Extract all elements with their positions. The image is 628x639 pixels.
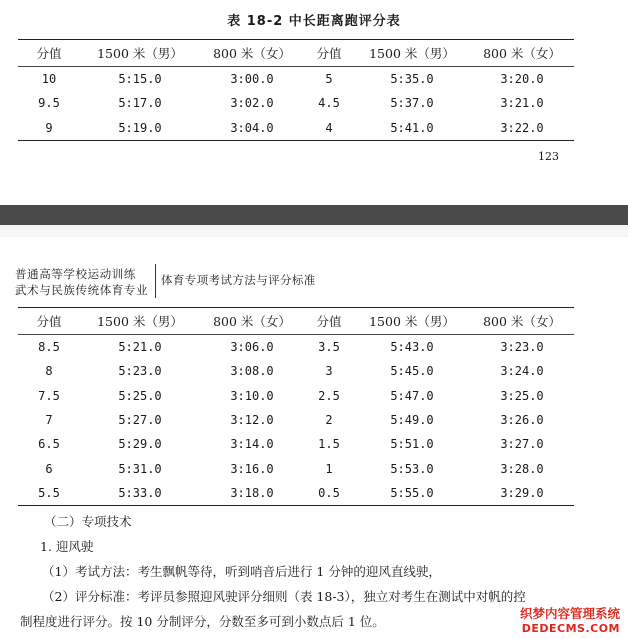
watermark-line2: DEDECMS.COM: [518, 622, 622, 635]
table-cell: 2: [325, 413, 333, 428]
table-row: [18, 91, 574, 115]
table-cell: 8.5: [38, 340, 60, 355]
table-cell: 5:55.0: [354, 481, 470, 506]
table-cell: 7.5: [38, 388, 60, 403]
table-cell: 3:14.0: [230, 437, 274, 452]
item-heading: 1. 迎风驶: [40, 539, 94, 554]
table-row: [18, 335, 574, 360]
watermark-line1: 织梦内容管理系统: [519, 606, 620, 621]
table-cell: 5:21.0: [118, 340, 162, 355]
table-row: [18, 116, 574, 141]
table-row: [18, 408, 574, 432]
header-1500m-male: 1500 米（男）: [80, 308, 200, 335]
table-cell: 3:28.0: [500, 461, 544, 476]
table-row: [18, 67, 574, 92]
table-cell: 5:37.0: [390, 96, 434, 111]
table-cell: 5.5: [18, 481, 80, 506]
table-cell: 3:29.0: [470, 481, 574, 506]
table-cell: 6.5: [38, 437, 60, 452]
table-cell: 3:08.0: [230, 364, 274, 379]
table-cell: 1: [325, 461, 333, 476]
table-cell: 5:29.0: [118, 437, 162, 452]
header-800m-female: 800 米（女）: [470, 40, 574, 67]
running-score-table-2: [18, 307, 574, 506]
table-cell: 8: [45, 364, 53, 379]
table-cell: 5:41.0: [354, 116, 470, 141]
table-cell: 3:27.0: [500, 437, 544, 452]
table-cell: 5:33.0: [80, 481, 200, 506]
watermark: [518, 604, 622, 635]
table-cell: 5:53.0: [390, 461, 434, 476]
running-header-left: [15, 266, 148, 298]
table-cell: 5:19.0: [80, 116, 200, 141]
table-cell: 5:43.0: [390, 340, 434, 355]
header-left-line1: 普通高等学校运动训练: [15, 267, 136, 281]
header-score: 分值: [304, 40, 354, 67]
table-cell: 3:02.0: [230, 96, 274, 111]
table-header-row: [18, 40, 574, 67]
table-cell: 3:21.0: [500, 96, 544, 111]
section-heading: （二）专项技术: [44, 514, 132, 529]
table-cell: 3.5: [318, 340, 340, 355]
table-cell: 3:12.0: [230, 413, 274, 428]
table-cell: 5:15.0: [118, 72, 162, 87]
table-cell: 6: [45, 461, 53, 476]
table-cell: 5:35.0: [390, 72, 434, 87]
table-cell: 3:26.0: [500, 413, 544, 428]
page-gap: [0, 225, 628, 237]
table-header-row: [18, 308, 574, 335]
table-cell: 5:49.0: [390, 413, 434, 428]
header-800m-female: 800 米（女）: [200, 308, 304, 335]
table-cell: 5:25.0: [118, 388, 162, 403]
table-cell: 5:51.0: [390, 437, 434, 452]
header-1500m-male: 1500 米（男）: [354, 308, 470, 335]
header-1500m-male: 1500 米（男）: [80, 40, 200, 67]
table-cell: 3:04.0: [200, 116, 304, 141]
table-cell: 3:16.0: [230, 461, 274, 476]
table-cell: 4.5: [318, 96, 340, 111]
table-cell: 7: [45, 413, 53, 428]
page-number: 123: [538, 150, 559, 163]
running-score-table-1: [18, 39, 574, 141]
table-cell: 1.5: [318, 437, 340, 452]
table-cell: 4: [304, 116, 354, 141]
table-row: [18, 481, 574, 506]
header-800m-female: 800 米（女）: [470, 308, 574, 335]
table-cell: 5:47.0: [390, 388, 434, 403]
table-cell: 3:06.0: [230, 340, 274, 355]
table-cell: 3:20.0: [500, 72, 544, 87]
paragraph-scoring-continued: 制程度进行评分。按 10 分制评分，分数至多可到小数点后 1 位。: [20, 614, 385, 629]
table-cell: 2.5: [318, 388, 340, 403]
table-cell: 3:18.0: [200, 481, 304, 506]
page-top: [0, 0, 628, 205]
header-separator: [155, 264, 156, 298]
table-row: [18, 384, 574, 408]
table-row: [18, 359, 574, 383]
table-cell: 3:24.0: [500, 364, 544, 379]
header-score: 分值: [18, 308, 80, 335]
table-cell: 3:25.0: [500, 388, 544, 403]
header-score: 分值: [18, 40, 80, 67]
table-cell: 3:22.0: [470, 116, 574, 141]
header-score: 分值: [304, 308, 354, 335]
table-cell: 3: [325, 364, 333, 379]
table-cell: 5:31.0: [118, 461, 162, 476]
table-cell: 3:10.0: [230, 388, 274, 403]
page-divider: [0, 205, 628, 225]
table-cell: 10: [41, 72, 57, 87]
table-cell: 0.5: [304, 481, 354, 506]
table-row: [18, 456, 574, 480]
table-cell: 3:23.0: [500, 340, 544, 355]
running-header-right: 体育专项考试方法与评分标准: [161, 273, 316, 287]
paragraph-test-method: （1）考试方法：考生飘帆等待，听到哨音后进行 1 分钟的迎风直线驶，: [42, 564, 441, 579]
table-cell: 5:45.0: [390, 364, 434, 379]
header-800m-female: 800 米（女）: [200, 40, 304, 67]
table-title: 表 18-2 中长距离跑评分表: [227, 14, 401, 29]
table-cell: 5:27.0: [118, 413, 162, 428]
header-left-line2: 武术与民族传统体育专业: [15, 283, 149, 297]
table-cell: 3:00.0: [230, 72, 274, 87]
table-cell: 9.5: [38, 96, 60, 111]
table-cell: 9: [18, 116, 80, 141]
header-1500m-male: 1500 米（男）: [354, 40, 470, 67]
table-cell: 5: [325, 72, 333, 87]
table-row: [18, 432, 574, 456]
table-cell: 5:17.0: [118, 96, 162, 111]
paragraph-scoring-standard: （2）评分标准：考评员参照迎风驶评分细则（表 18-3），独立对考生在测试中对帆的控: [42, 589, 526, 604]
table-cell: 5:23.0: [118, 364, 162, 379]
